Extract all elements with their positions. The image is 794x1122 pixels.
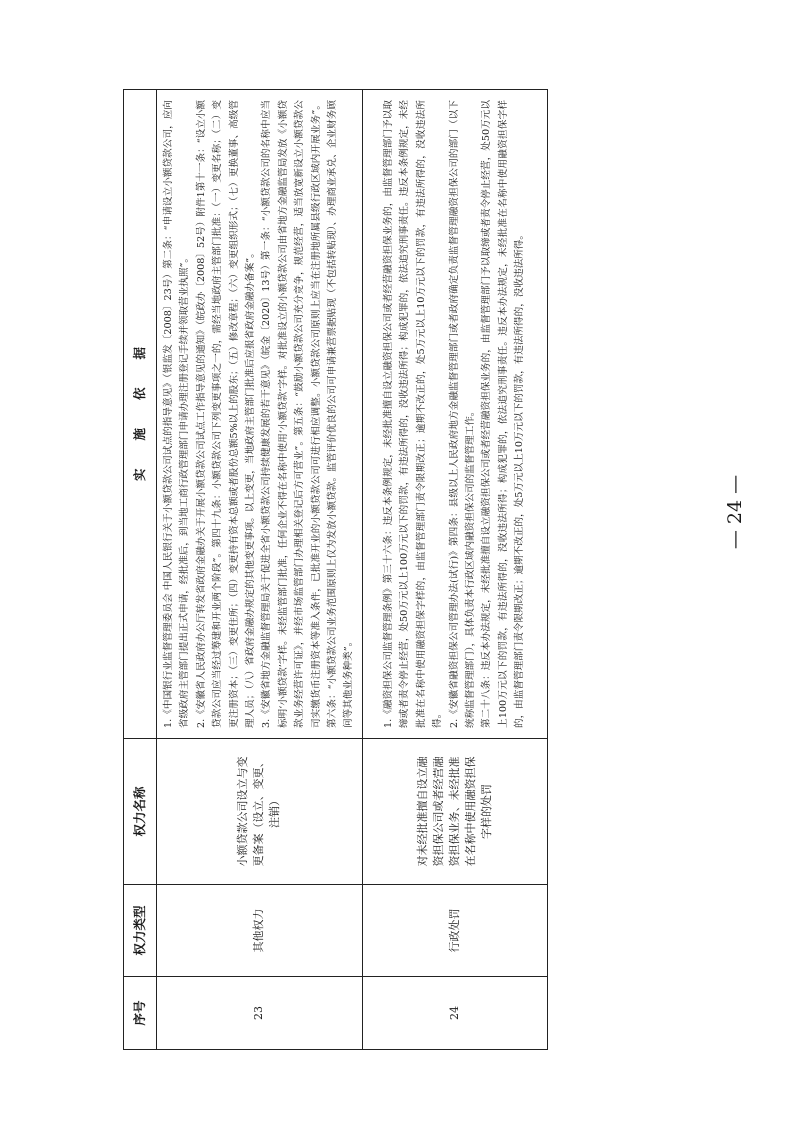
row-legal-basis [157,90,363,739]
row-power-type: 其他权力 [157,885,363,977]
basis-paragraph: 1.《中国银行业监督管理委员会 中国人民银行关于小额贷款公司试点的指导意见》（银监发〔2008〕23号）第二条：“申请设立小额贷款公司，应向省级政府主管部门提出正式申请，经批准后，到当地工商行政管理部门申请办理注册登记手续并领取营业执照”。 [163,100,191,728]
row-power-name: 小额贷款公司设立与变更备案（设立、变更、注销） [157,739,363,885]
header-name: 权力名称 [124,739,157,885]
power-list-table [123,89,548,1050]
table-row [157,90,363,1050]
header-index: 序号 [124,977,157,1050]
row-power-type: 行政处罚 [362,885,547,977]
basis-paragraph: 第二十八条：违反本办法规定，未经批准擅自设立融资担保公司或者经营融资担保业务的，由监督管理部门予以取缔或者责令停止经营，处50万元以上100万元以下的罚款，有违法所得的，没收违法所得；构成犯罪的，依法追究刑事责任。违反本办法规定，未经批准在名称中使用融资担保字样的，由监督管理部门责令限期改正；逾期不改正的，处5万元以上10万元以下的罚款，有违法所得的，没收违法所得。 [481,100,526,728]
basis-paragraph: 2.《安徽省融资担保公司管理办法(试行)》第四条：县级以上人民政府地方金融监督管理部门或者政府确定负责监督管理融资担保公司的部门（以下统称监督管理部门），具体负责本行政区域内融资担保公司的监督管理工作。 [448,100,477,728]
row-index: 24 [362,977,547,1050]
table-row [362,90,547,1050]
row-power-name: 对未经批准擅自设立融资担保公司或者经营融资担保业务、未经批准在名称中使用融资担保字样的处罚 [362,739,547,885]
basis-paragraph: 2.《安徽省人民政府办公厅转发省政府金融办关于开展小额贷款公司试点工作指导意见的通知》（皖政办〔2008〕52号）附件1第十一条：“设立小额贷款公司应当经过筹建和开业两个阶段”。第四十九条：小额贷款公司下列变更事项之一的，需经当地政府主管部门批准：（一）变更名称；（二）变更注册资本；（三）变更住所；（四）变更持有资本总额或者股份总额5%以上的股东；（五）修改章程；（六）变更组织形式；（七）更换董事、高级管理人员；（八）省政府金融办规定的其他变更事项。以上变更，当地政府主管部门批准后应报省政府金融办备案”。 [195,100,257,728]
basis-paragraph: 1.《融资担保公司监督管理条例》第三十六条：违反本条例规定，未经批准擅自设立融资担保公司或者经营融资担保业务的，由监督管理部门予以取缔或者责令停止经营，处50万元以上100万元以下的罚款，有违法所得的，没收违法所得；构成犯罪的，依法追究刑事责任。违反本条例规定，未经批准在名称中使用融资担保字样的，由监督管理部门责令限期改正；逾期不改正的，处5万元以上10万元以下的罚款，有违法所得的，没收违法所得。 [383,100,444,728]
header-type: 权力类型 [124,885,157,977]
row-index: 23 [157,977,363,1050]
header-basis: 实施依据 [124,90,157,739]
row-legal-basis [362,90,547,739]
table-header-row [124,90,157,1050]
page-number: — 24 — [724,474,746,550]
basis-paragraph: 3.《安徽省地方金融监督管理局关于促进全省小额贷款公司持续健康发展的若干意见》（皖金〔2020〕13号）第一条：“小额贷款公司的名称中应当标明‘小额贷款’字样。未经监管部门批准，任何企业不得在名称中使用‘小额贷款’字样。对批准设立的小额贷款公司由省地方金融监管局发放《小额贷款业务经营许可证》，并经市场监管部门办理相关登记后方可营业”。第五条：“鼓励小额贷款公司充分竞争，规范经营，适当放宽新设立小额贷款公司实缴货币注册资本等准入条件，已批准开业的小额贷款公司可进行相应调整。小额贷款公司原则上应当在注册地所属县级行政区域内开展业务”。第六条：“小额贷款公司业务范围原则上仅为发放小额贷款。监管评价优良的公司可申请兼营票据贴现（不包括转贴现）、办理商业承兑、企业财务顾问等其他业务种类”。 [261,100,355,728]
rotated-table-area [123,90,526,1050]
